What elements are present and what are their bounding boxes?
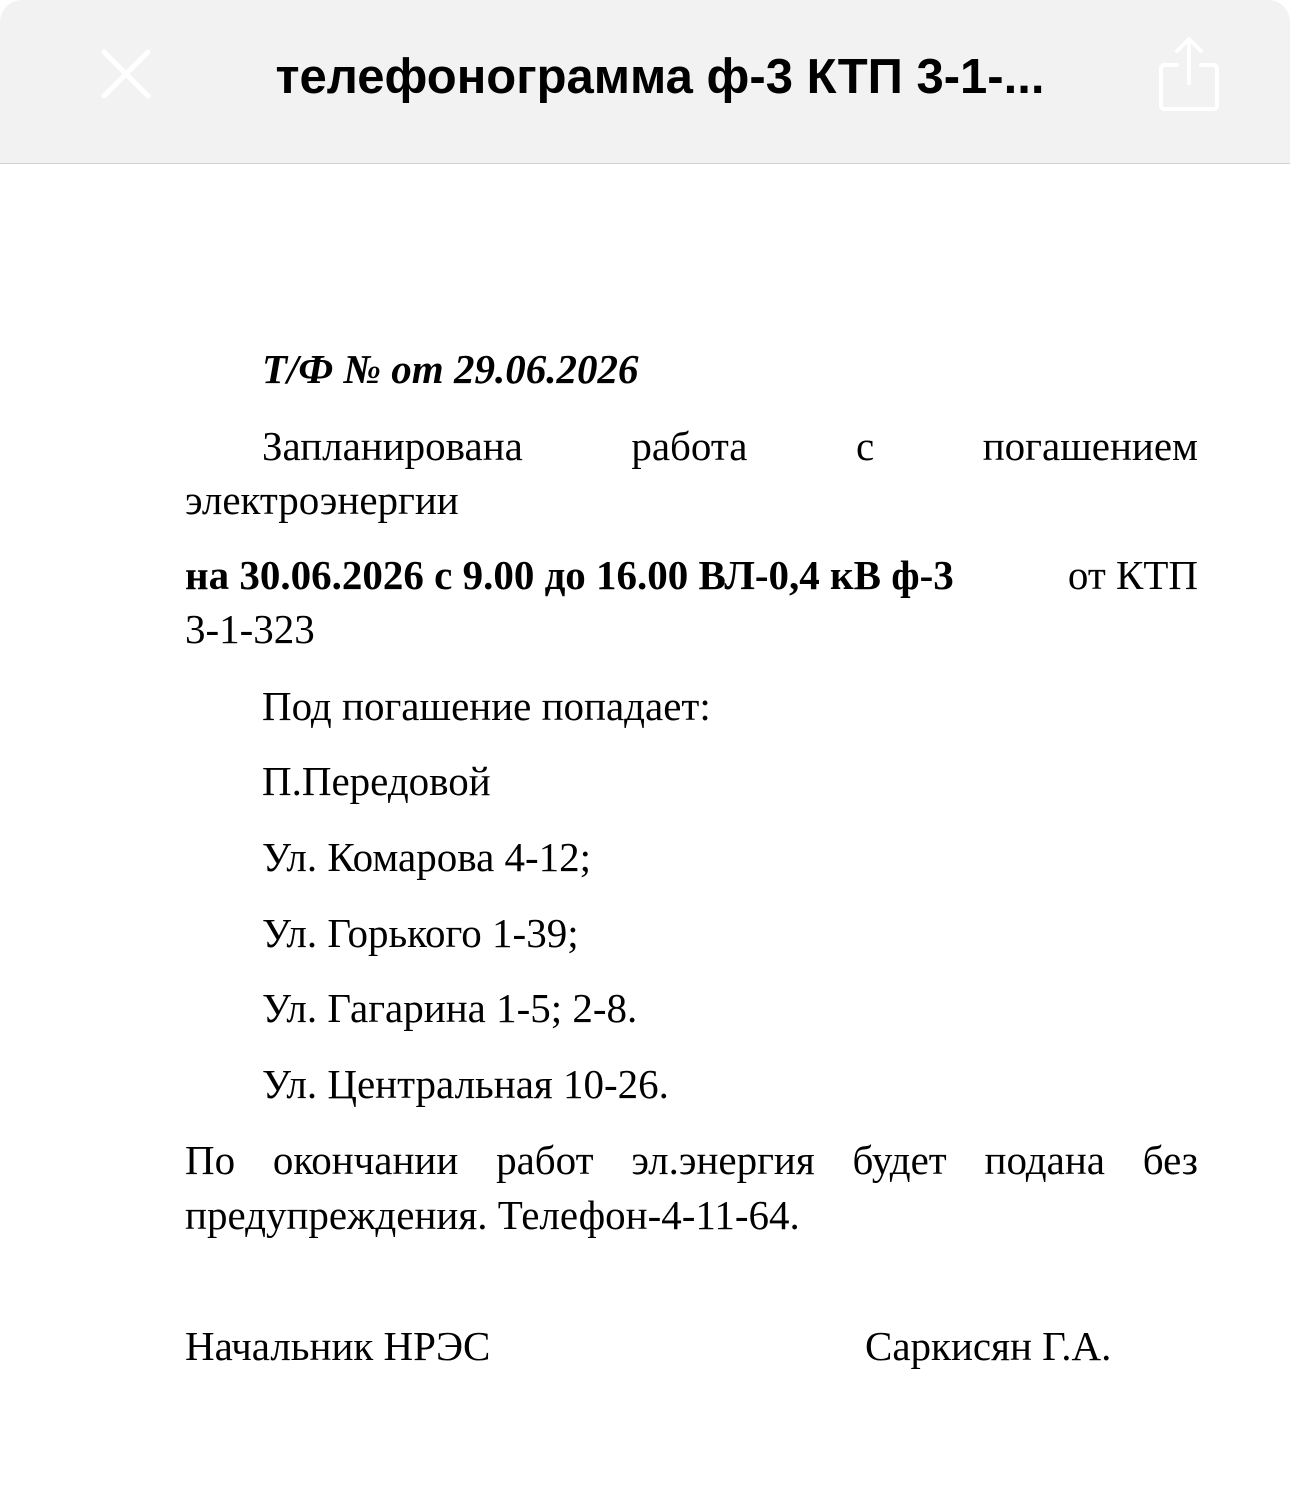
document-title: телефонограмма ф-3 КТП 3-1-... — [275, 50, 1045, 104]
top-bar — [0, 0, 1290, 164]
affected-item: Ул. Гагарина 1-5; 2-8. — [262, 985, 638, 1031]
closing-word: работ — [496, 1137, 594, 1183]
affected-label: Под погашение попадает: — [262, 683, 711, 729]
schedule-bold: на 30.06.2026 с 9.00 до 16.00 ВЛ-0,4 кВ ф-3 — [185, 552, 954, 598]
closing-word: По — [185, 1137, 236, 1183]
schedule-line — [185, 547, 1198, 603]
closing-word: будет — [852, 1137, 947, 1183]
signature-name: Саркисян Г.А. — [865, 1323, 1112, 1369]
schedule-rest: от КТП — [1067, 552, 1198, 598]
intro-line-2: электроэнергии — [185, 477, 459, 523]
close-button[interactable] — [96, 44, 156, 104]
intro-word: работа — [631, 423, 748, 469]
signature-position: Начальник НРЭС — [185, 1323, 491, 1369]
intro-word: с — [856, 423, 875, 469]
document-heading: Т/Ф № от 29.06.2026 — [262, 346, 639, 392]
closing-word: эл.энергия — [631, 1137, 815, 1183]
intro-word: погашением — [982, 423, 1198, 469]
closing-line — [185, 1132, 1198, 1188]
closing-word: окончании — [272, 1137, 459, 1183]
intro-line — [262, 418, 1198, 474]
close-icon — [98, 46, 154, 102]
share-icon — [1157, 35, 1221, 113]
share-button[interactable] — [1156, 34, 1222, 114]
schedule-line-2: 3-1-323 — [185, 606, 315, 652]
intro-word: Запланирована — [262, 423, 523, 469]
affected-item: Ул. Горького 1-39; — [262, 910, 579, 956]
closing-word: без — [1142, 1137, 1198, 1183]
closing-word: подана — [984, 1137, 1105, 1183]
affected-item: П.Передовой — [262, 758, 491, 804]
affected-item: Ул. Комарова 4-12; — [262, 834, 592, 880]
closing-line-2: предупреждения. Телефон-4-11-64. — [185, 1192, 800, 1238]
affected-item: Ул. Центральная 10-26. — [262, 1061, 669, 1107]
